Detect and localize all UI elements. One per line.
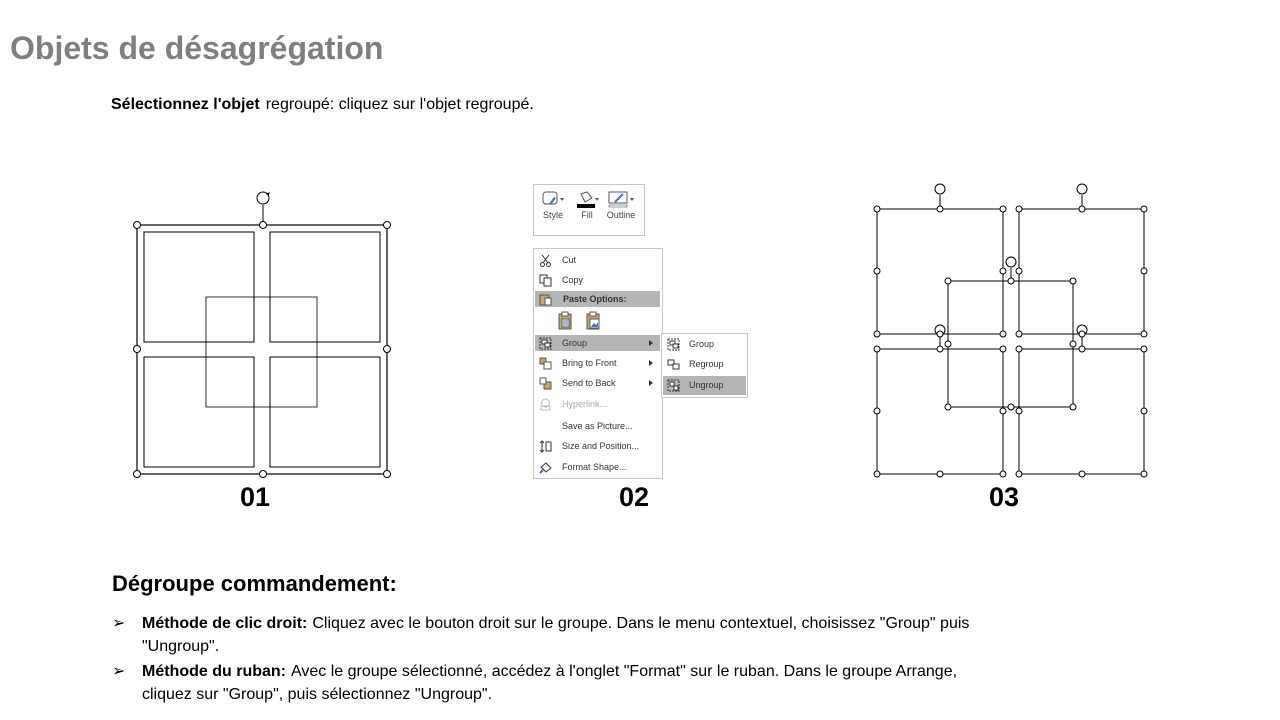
bullet-body: Avec le groupe sélectionné, accédez à l'onglet "Format" sur le ruban. Dans le groupe Arrange, cliquez sur "Group", puis sélectionnez "Ungroup". xyxy=(142,663,958,703)
format-shape-icon xyxy=(539,461,552,474)
submenu-item-group[interactable] xyxy=(663,335,746,354)
menu-label-copy: Copy xyxy=(562,275,584,285)
regroup-icon xyxy=(667,358,680,371)
page-title: Objets de désagrégation xyxy=(10,30,384,66)
intro-bold: Sélectionnez l'objet xyxy=(111,96,260,113)
submenu-item-ungroup[interactable] xyxy=(663,376,746,395)
clipboard-icon xyxy=(539,293,552,306)
intro-rest: regroupé: cliquez sur l'objet regroupé. xyxy=(265,96,534,113)
ungrouped-objects-figure xyxy=(870,180,1155,482)
send-to-back-icon xyxy=(539,377,552,390)
grouped-object-figure xyxy=(130,188,400,483)
submenu-label-ungroup: Ungroup xyxy=(689,380,724,390)
format-ribbon xyxy=(533,184,645,236)
step-number-2: 02 xyxy=(618,482,650,512)
menu-label-hyperlink: Hyperlink... xyxy=(562,399,608,409)
menu-label-send-to-back: Send to Back xyxy=(562,378,616,388)
group-icon xyxy=(539,337,552,350)
step-number-3: 03 xyxy=(988,482,1020,512)
paste-picture-icon[interactable] xyxy=(584,311,604,331)
hyperlink-icon xyxy=(539,398,552,411)
context-menu xyxy=(533,248,663,479)
style-label: Style xyxy=(542,210,563,220)
submenu-arrow-icon xyxy=(649,340,653,346)
submenu-label-regroup: Regroup xyxy=(689,359,724,369)
menu-item-send-to-back[interactable] xyxy=(535,375,660,391)
menu-label-format-shape: Format Shape... xyxy=(562,462,627,472)
group-icon xyxy=(667,338,680,351)
style-button[interactable] xyxy=(536,187,570,233)
fill-button[interactable] xyxy=(570,187,604,233)
fill-label: Fill xyxy=(581,210,593,220)
menu-label-paste-options: Paste Options: xyxy=(563,294,627,304)
submenu-arrow-icon xyxy=(649,360,653,366)
outline-label: Outline xyxy=(606,210,636,220)
menu-item-copy[interactable] xyxy=(535,272,660,288)
paste-options-row xyxy=(556,311,606,333)
menu-label-size-position: Size and Position... xyxy=(562,441,640,451)
shape-style-icon xyxy=(541,190,565,208)
outline-button[interactable] xyxy=(604,187,638,233)
bullet-ribbon xyxy=(112,660,972,706)
menu-item-cut[interactable] xyxy=(535,252,660,268)
menu-item-bring-to-front[interactable] xyxy=(535,355,660,371)
menu-label-group: Group xyxy=(562,338,588,348)
submenu-arrow-icon xyxy=(649,380,653,386)
bring-to-front-icon xyxy=(539,357,552,370)
menu-label-save-as-picture: Save as Picture... xyxy=(562,421,633,431)
intro-text xyxy=(111,96,534,114)
step-number-1: 01 xyxy=(239,482,271,512)
menu-header-paste-options xyxy=(535,291,660,307)
menu-item-size-position[interactable] xyxy=(535,438,660,454)
paste-keep-formatting-icon[interactable] xyxy=(556,311,576,331)
menu-label-cut: Cut xyxy=(562,255,577,265)
menu-label-bring-to-front: Bring to Front xyxy=(562,358,617,368)
menu-item-save-as-picture[interactable] xyxy=(535,418,660,434)
bullet-bold: Méthode de clic droit: xyxy=(142,615,308,632)
group-submenu xyxy=(661,333,748,398)
fill-bucket-icon xyxy=(575,190,599,208)
menu-item-format-shape[interactable] xyxy=(535,459,660,475)
size-position-icon xyxy=(539,440,552,453)
section-title: Dégroupe commandement: xyxy=(112,571,397,596)
bullet-text xyxy=(142,612,972,658)
bullet-right-click xyxy=(112,612,972,658)
scissors-icon xyxy=(539,254,552,267)
arrow-bullet-icon: ➢ xyxy=(112,663,126,680)
shape-outline-icon xyxy=(607,190,635,208)
menu-item-group[interactable] xyxy=(535,335,660,351)
bullet-body: Cliquez avec le bouton droit sur le groupe. Dans le menu contextuel, choisissez "Group" puis "Ungroup". xyxy=(142,615,970,655)
ungroup-icon xyxy=(667,379,680,392)
menu-item-hyperlink[interactable] xyxy=(535,396,660,412)
copy-icon xyxy=(539,274,552,287)
submenu-label-group: Group xyxy=(689,339,715,349)
bullet-text xyxy=(142,660,972,706)
bullet-bold: Méthode du ruban: xyxy=(142,663,286,680)
arrow-bullet-icon: ➢ xyxy=(112,615,126,632)
submenu-item-regroup[interactable] xyxy=(663,355,746,374)
